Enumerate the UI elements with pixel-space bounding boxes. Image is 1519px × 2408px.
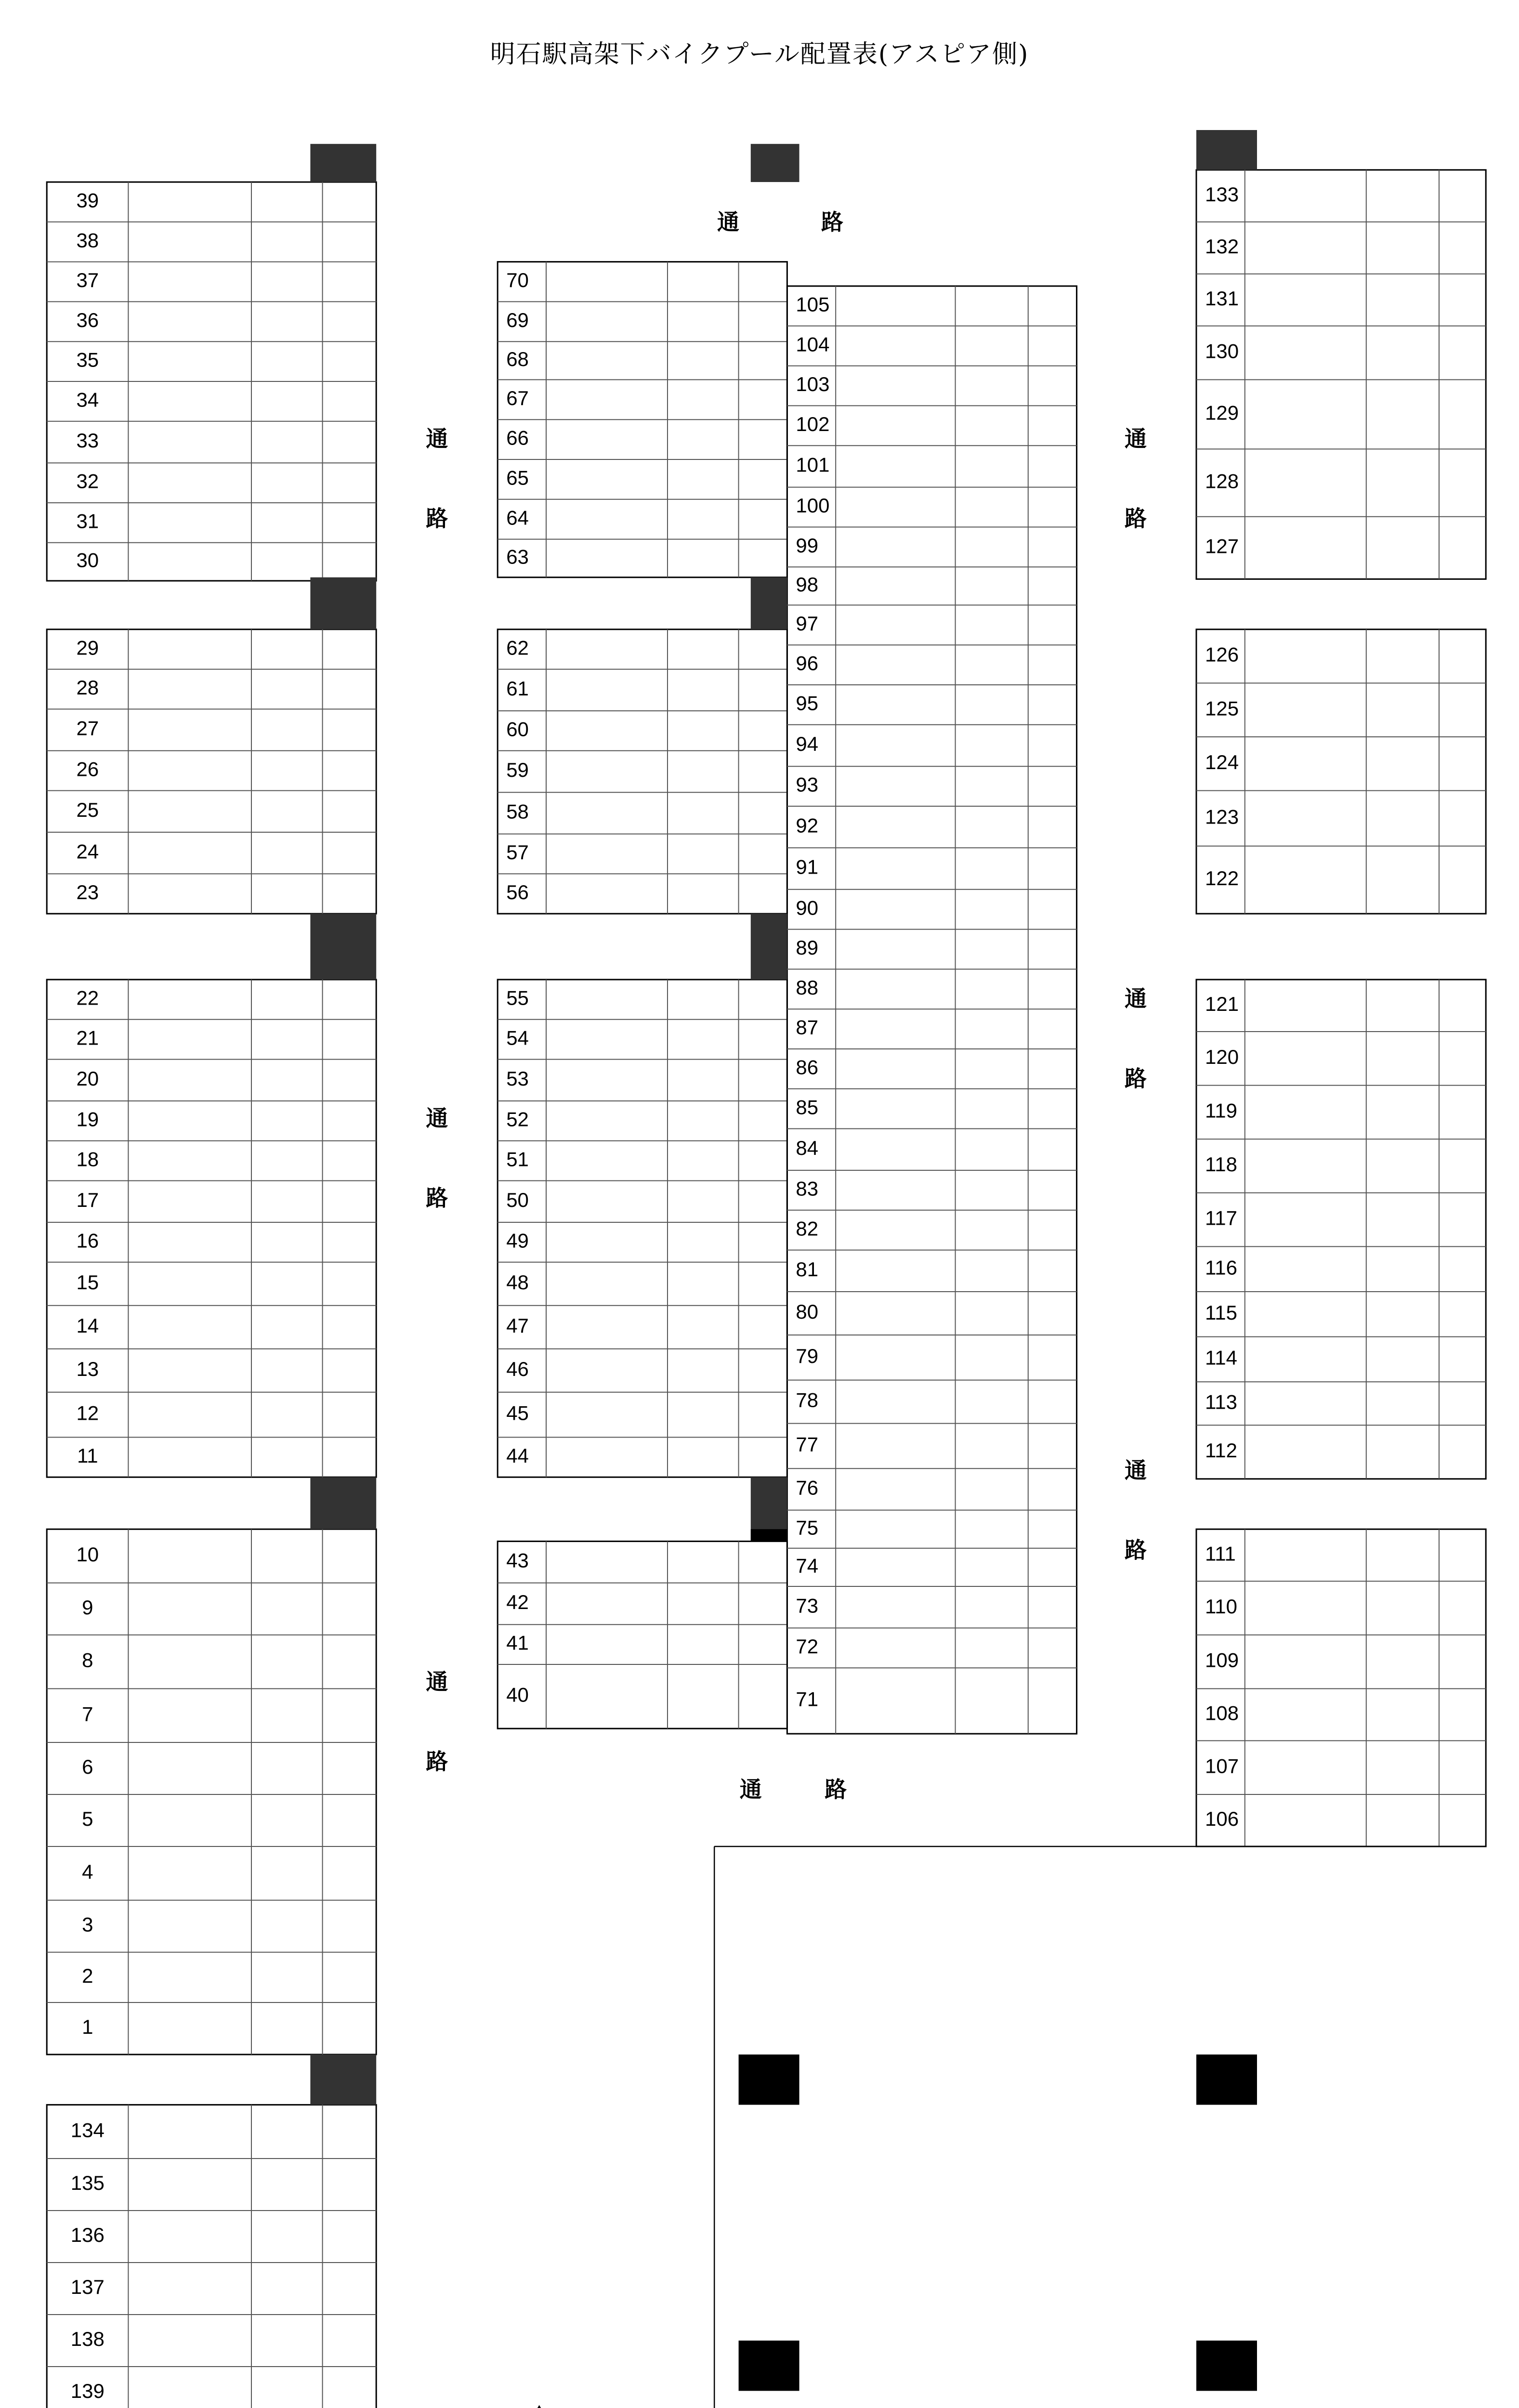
spot-number: 45 bbox=[506, 1401, 529, 1425]
spot-number: 56 bbox=[506, 880, 529, 903]
spot-number: 21 bbox=[76, 1026, 99, 1049]
spot-number: 58 bbox=[506, 800, 529, 823]
spot-number: 111 bbox=[1205, 1542, 1236, 1565]
spot-number: 125 bbox=[1205, 697, 1239, 720]
spot-number: 134 bbox=[70, 2119, 105, 2142]
spot-number: 14 bbox=[76, 1314, 99, 1337]
spot-number: 22 bbox=[76, 986, 99, 1009]
spot-number: 128 bbox=[1205, 470, 1239, 493]
parking-block-outline bbox=[1196, 629, 1486, 914]
parking-block-outline bbox=[498, 980, 787, 1477]
spot-number: 76 bbox=[796, 1476, 819, 1499]
aisle-label: 路 bbox=[426, 1185, 448, 1211]
spot-number: 69 bbox=[506, 308, 529, 331]
spot-number: 116 bbox=[1205, 1256, 1237, 1279]
spot-number: 5 bbox=[82, 1807, 93, 1831]
pillar bbox=[751, 577, 787, 629]
pillar bbox=[751, 914, 787, 980]
aisle-label: 通 bbox=[426, 425, 448, 452]
spot-number: 41 bbox=[506, 1631, 529, 1654]
spot-number: 61 bbox=[506, 677, 529, 700]
spot-number: 68 bbox=[506, 347, 529, 370]
spot-number: 75 bbox=[796, 1516, 819, 1539]
spot-number: 42 bbox=[506, 1591, 529, 1614]
spot-number: 67 bbox=[506, 386, 529, 409]
spot-number: 25 bbox=[76, 798, 99, 821]
spot-number: 17 bbox=[76, 1188, 99, 1211]
spot-number: 98 bbox=[796, 573, 819, 596]
spot-number: 94 bbox=[796, 733, 819, 756]
spot-number: 104 bbox=[796, 333, 830, 356]
spot-number: 79 bbox=[796, 1344, 819, 1367]
spot-number: 4 bbox=[82, 1860, 93, 1883]
aisle-label: 路 bbox=[426, 1748, 448, 1775]
spot-number: 124 bbox=[1205, 750, 1239, 773]
pillar bbox=[310, 144, 376, 182]
spot-number: 35 bbox=[76, 348, 99, 371]
spot-number: 120 bbox=[1205, 1045, 1239, 1068]
spot-number: 23 bbox=[76, 880, 99, 903]
spot-number: 73 bbox=[796, 1594, 819, 1617]
spot-number: 55 bbox=[506, 986, 529, 1009]
spot-number: 89 bbox=[796, 936, 819, 959]
spot-number: 6 bbox=[82, 1755, 93, 1779]
aisle-label: 通 bbox=[717, 209, 739, 235]
spot-number: 65 bbox=[506, 466, 529, 489]
parking-block-outline bbox=[1196, 1529, 1486, 1846]
spot-number: 29 bbox=[76, 636, 99, 659]
spot-number: 48 bbox=[506, 1270, 529, 1294]
spot-number: 28 bbox=[76, 676, 99, 699]
spot-number: 16 bbox=[76, 1229, 99, 1252]
spot-number: 135 bbox=[70, 2172, 105, 2195]
spot-number: 84 bbox=[796, 1136, 819, 1159]
aisle-label: 路 bbox=[1125, 1065, 1147, 1092]
pillar bbox=[1196, 2341, 1257, 2391]
spot-number: 26 bbox=[76, 758, 99, 781]
spot-number: 33 bbox=[76, 429, 99, 452]
spot-number: 121 bbox=[1205, 993, 1239, 1016]
spot-number: 136 bbox=[70, 2224, 105, 2247]
spot-number: 88 bbox=[796, 976, 819, 999]
spot-number: 7 bbox=[82, 1702, 93, 1726]
spot-number: 64 bbox=[506, 506, 529, 529]
spot-number: 40 bbox=[506, 1683, 529, 1706]
aisle-label: 通 bbox=[739, 1776, 762, 1803]
parking-block-outline bbox=[47, 2105, 376, 2408]
spot-number: 71 bbox=[796, 1688, 819, 1711]
spot-number: 119 bbox=[1205, 1099, 1237, 1122]
spot-number: 8 bbox=[82, 1649, 93, 1672]
aisle-label: 路 bbox=[426, 505, 448, 532]
spot-number: 102 bbox=[796, 412, 830, 435]
parking-block-outline bbox=[498, 629, 787, 914]
spot-number: 90 bbox=[796, 896, 819, 919]
spot-number: 127 bbox=[1205, 535, 1239, 558]
spot-number: 97 bbox=[796, 612, 819, 635]
spot-number: 87 bbox=[796, 1016, 819, 1039]
pillar bbox=[1196, 130, 1257, 170]
spot-number: 2 bbox=[82, 1964, 93, 1987]
spot-number: 110 bbox=[1205, 1595, 1237, 1618]
spot-number: 108 bbox=[1205, 1701, 1239, 1725]
spot-number: 52 bbox=[506, 1108, 529, 1131]
spot-number: 63 bbox=[506, 545, 529, 568]
spot-number: 20 bbox=[76, 1067, 99, 1090]
aisle-label: 路 bbox=[1125, 1537, 1147, 1563]
spot-number: 115 bbox=[1205, 1301, 1237, 1324]
spot-number: 30 bbox=[76, 549, 99, 572]
spot-number: 114 bbox=[1205, 1346, 1237, 1369]
spot-number: 51 bbox=[506, 1148, 529, 1171]
pillar bbox=[310, 914, 376, 980]
spot-number: 50 bbox=[506, 1188, 529, 1211]
parking-block-outline bbox=[47, 1529, 376, 2055]
parking-block-outline bbox=[498, 1541, 787, 1728]
spot-number: 46 bbox=[506, 1357, 529, 1380]
spot-number: 53 bbox=[506, 1067, 529, 1090]
spot-number: 93 bbox=[796, 773, 819, 796]
page-title: 明石駅高架下バイクプール配置表(アスピア側) bbox=[490, 40, 1029, 69]
spot-number: 78 bbox=[796, 1388, 819, 1412]
spot-number: 80 bbox=[796, 1300, 819, 1323]
spot-number: 10 bbox=[76, 1543, 99, 1566]
spot-number: 31 bbox=[76, 510, 99, 533]
aisle-label: 路 bbox=[821, 209, 843, 235]
aisle-label: 路 bbox=[1125, 505, 1147, 532]
pillar bbox=[310, 1477, 376, 1529]
aisle-label: 通 bbox=[426, 1105, 448, 1132]
spot-number: 86 bbox=[796, 1056, 819, 1079]
spot-number: 123 bbox=[1205, 805, 1239, 828]
spot-number: 113 bbox=[1205, 1390, 1237, 1413]
spot-number: 81 bbox=[796, 1257, 819, 1281]
aisle-label: 通 bbox=[1125, 985, 1147, 1012]
pillar bbox=[751, 1529, 787, 1541]
spot-number: 131 bbox=[1205, 287, 1239, 310]
aisle-label: 路 bbox=[825, 1776, 847, 1803]
spot-number: 24 bbox=[76, 840, 99, 863]
spot-number: 74 bbox=[796, 1554, 819, 1577]
spot-number: 137 bbox=[70, 2276, 105, 2299]
spot-number: 27 bbox=[76, 717, 99, 740]
spot-number: 44 bbox=[506, 1444, 529, 1467]
spot-number: 49 bbox=[506, 1229, 529, 1252]
spot-number: 96 bbox=[796, 652, 819, 675]
spot-number: 3 bbox=[82, 1913, 93, 1936]
spot-number: 18 bbox=[76, 1148, 99, 1171]
spot-number: 13 bbox=[76, 1357, 99, 1380]
spot-number: 36 bbox=[76, 308, 99, 331]
spot-number: 138 bbox=[70, 2328, 105, 2351]
spot-number: 139 bbox=[70, 2380, 105, 2403]
spot-number: 117 bbox=[1205, 1206, 1237, 1230]
spot-number: 59 bbox=[506, 759, 529, 782]
spot-number: 60 bbox=[506, 718, 529, 741]
spot-number: 37 bbox=[76, 269, 99, 292]
spot-number: 1 bbox=[82, 2015, 93, 2039]
spot-number: 83 bbox=[796, 1177, 819, 1200]
aisle-label: 通 bbox=[1125, 1457, 1147, 1483]
spot-number: 107 bbox=[1205, 1754, 1239, 1778]
aisle-label: 通 bbox=[1125, 425, 1147, 452]
spot-number: 106 bbox=[1205, 1807, 1239, 1831]
spot-number: 109 bbox=[1205, 1649, 1239, 1672]
pillar bbox=[751, 144, 799, 182]
spot-number: 132 bbox=[1205, 235, 1239, 258]
spot-number: 82 bbox=[796, 1217, 819, 1240]
spot-number: 92 bbox=[796, 814, 819, 837]
spot-number: 105 bbox=[796, 293, 830, 316]
spot-number: 85 bbox=[796, 1096, 819, 1119]
spot-number: 15 bbox=[76, 1270, 99, 1294]
spot-number: 122 bbox=[1205, 867, 1239, 890]
aisle-label: 通 bbox=[426, 1669, 448, 1695]
spot-number: 100 bbox=[796, 494, 830, 517]
spot-number: 32 bbox=[76, 470, 99, 493]
spot-number: 70 bbox=[506, 269, 529, 292]
spot-number: 91 bbox=[796, 855, 819, 878]
parking-block-outline bbox=[787, 286, 1076, 1734]
spot-number: 103 bbox=[796, 373, 830, 396]
spot-number: 95 bbox=[796, 692, 819, 715]
spot-number: 12 bbox=[76, 1401, 99, 1425]
spot-number: 34 bbox=[76, 388, 99, 411]
parking-block-outline bbox=[1196, 980, 1486, 1479]
spot-number: 54 bbox=[506, 1026, 529, 1049]
spot-number: 130 bbox=[1205, 340, 1239, 363]
spot-number: 9 bbox=[82, 1596, 93, 1619]
spot-number: 11 bbox=[77, 1444, 98, 1467]
spot-number: 19 bbox=[76, 1108, 99, 1131]
pillar bbox=[1196, 2055, 1257, 2105]
spot-number: 47 bbox=[506, 1314, 529, 1337]
spot-number: 43 bbox=[506, 1549, 529, 1572]
spot-number: 112 bbox=[1205, 1439, 1237, 1462]
spot-number: 62 bbox=[506, 636, 529, 659]
pillar bbox=[739, 2341, 799, 2391]
spot-number: 133 bbox=[1205, 183, 1239, 206]
spot-number: 72 bbox=[796, 1635, 819, 1658]
spot-number: 38 bbox=[76, 229, 99, 252]
pillar bbox=[310, 2055, 376, 2105]
spot-number: 77 bbox=[796, 1433, 819, 1456]
spot-number: 129 bbox=[1205, 401, 1239, 424]
spot-number: 99 bbox=[796, 534, 819, 557]
spot-number: 57 bbox=[506, 841, 529, 864]
parking-block-outline bbox=[1196, 170, 1486, 579]
spot-number: 101 bbox=[796, 453, 830, 476]
spot-number: 39 bbox=[76, 189, 99, 212]
spot-number: 126 bbox=[1205, 643, 1239, 666]
spot-number: 118 bbox=[1205, 1153, 1237, 1176]
spot-number: 66 bbox=[506, 426, 529, 449]
pillar bbox=[739, 2055, 799, 2105]
pillar bbox=[310, 577, 376, 629]
